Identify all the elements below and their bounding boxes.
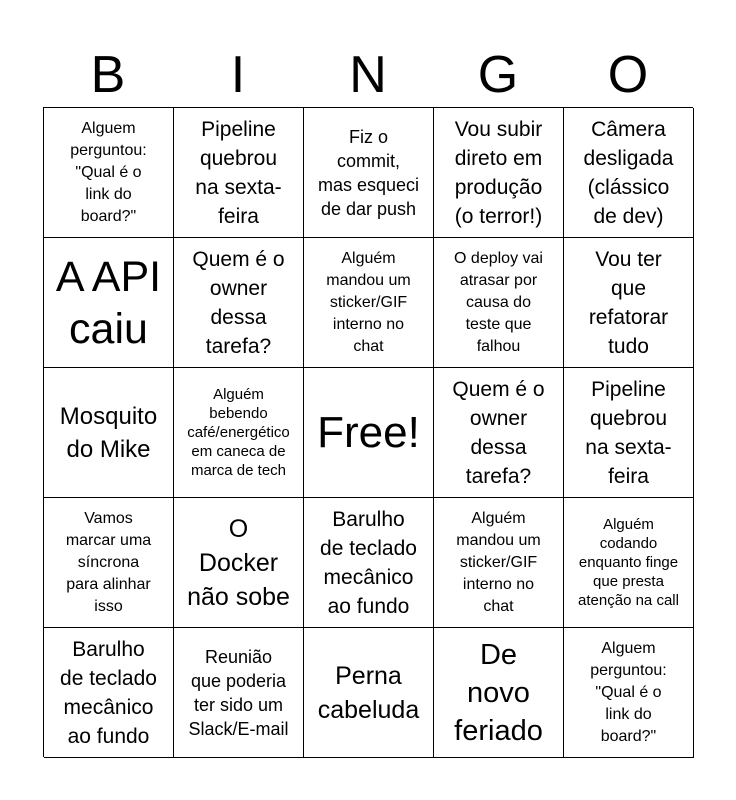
bingo-cell-r3-c2[interactable] bbox=[174, 368, 304, 498]
cell-text: De novo feriado bbox=[454, 638, 543, 747]
cell-text: A API caiu bbox=[55, 252, 162, 353]
bingo-cell-r5-c3[interactable] bbox=[304, 628, 434, 758]
bingo-cell-r1-c4[interactable] bbox=[434, 108, 564, 238]
cell-text: Barulho de teclado mecânico ao fundo bbox=[320, 507, 417, 618]
bingo-cell-r4-c4[interactable] bbox=[434, 498, 564, 628]
cell-text: Alguem perguntou: "Qual é o link do board?" bbox=[70, 119, 147, 225]
cell-text: O Docker não sobe bbox=[187, 514, 290, 611]
bingo-cell-r1-c2[interactable] bbox=[174, 108, 304, 238]
bingo-cell-r4-c3[interactable] bbox=[304, 498, 434, 628]
bingo-cell-r2-c2[interactable] bbox=[174, 238, 304, 368]
cell-text: Alguem perguntou: "Qual é o link do board?" bbox=[590, 639, 667, 745]
bingo-cell-r2-c5[interactable] bbox=[564, 238, 694, 368]
cell-text: Alguém bebendo café/energético em caneca de marca de tech bbox=[187, 386, 290, 479]
header-letter-o: O bbox=[607, 46, 649, 104]
bingo-cell-r5-c4[interactable] bbox=[434, 628, 564, 758]
free-space-label: Free! bbox=[317, 407, 420, 457]
cell-text: Quem é o owner dessa tarefa? bbox=[452, 377, 545, 488]
cell-text: Pipeline quebrou na sexta- feira bbox=[195, 117, 282, 228]
bingo-cell-r2-c3[interactable] bbox=[304, 238, 434, 368]
cell-text: Mosquito do Mike bbox=[59, 402, 158, 463]
bingo-cell-free[interactable] bbox=[304, 368, 434, 498]
bingo-cell-r1-c1[interactable] bbox=[44, 108, 174, 238]
bingo-cell-r1-c3[interactable] bbox=[304, 108, 434, 238]
bingo-cell-r4-c1[interactable] bbox=[44, 498, 174, 628]
bingo-cell-r3-c4[interactable] bbox=[434, 368, 564, 498]
bingo-header bbox=[43, 46, 693, 104]
bingo-cell-r3-c5[interactable] bbox=[564, 368, 694, 498]
header-letter-i: I bbox=[230, 46, 246, 104]
cell-text: Perna cabeluda bbox=[317, 661, 420, 724]
cell-text: Reunião que poderia ter sido um Slack/E-mail bbox=[188, 646, 289, 739]
bingo-cell-r2-c1[interactable] bbox=[44, 238, 174, 368]
bingo-cell-r3-c1[interactable] bbox=[44, 368, 174, 498]
cell-text: Barulho de teclado mecânico ao fundo bbox=[60, 637, 157, 748]
cell-text: Quem é o owner dessa tarefa? bbox=[192, 247, 285, 358]
cell-text: Câmera desligada (clássico de dev) bbox=[583, 117, 674, 228]
bingo-cell-r5-c1[interactable] bbox=[44, 628, 174, 758]
bingo-cell-r2-c4[interactable] bbox=[434, 238, 564, 368]
header-letter-n: N bbox=[349, 46, 387, 104]
bingo-cell-r5-c2[interactable] bbox=[174, 628, 304, 758]
cell-text: Vamos marcar uma síncrona para alinhar isso bbox=[65, 509, 152, 615]
cell-text: O deploy vai atrasar por causa do teste que falhou bbox=[454, 249, 543, 355]
cell-text: Alguém mandou um sticker/GIF interno no chat bbox=[456, 509, 541, 615]
bingo-cell-r4-c2[interactable] bbox=[174, 498, 304, 628]
bingo-grid bbox=[43, 107, 693, 757]
bingo-cell-r1-c5[interactable] bbox=[564, 108, 694, 238]
header-letter-b: B bbox=[90, 46, 126, 104]
cell-text: Fiz o commit, mas esqueci de dar push bbox=[317, 126, 420, 219]
cell-text: Vou ter que refatorar tudo bbox=[588, 247, 669, 358]
bingo-cell-r5-c5[interactable] bbox=[564, 628, 694, 758]
cell-text: Pipeline quebrou na sexta- feira bbox=[585, 377, 672, 488]
bingo-cell-r4-c5[interactable] bbox=[564, 498, 694, 628]
cell-text: Vou subir direto em produção (o terror!) bbox=[454, 117, 543, 228]
cell-text: Alguém codando enquanto finge que presta atenção na call bbox=[578, 516, 679, 609]
header-letter-g: G bbox=[477, 46, 519, 104]
cell-text: Alguém mandou um sticker/GIF interno no chat bbox=[326, 249, 411, 355]
